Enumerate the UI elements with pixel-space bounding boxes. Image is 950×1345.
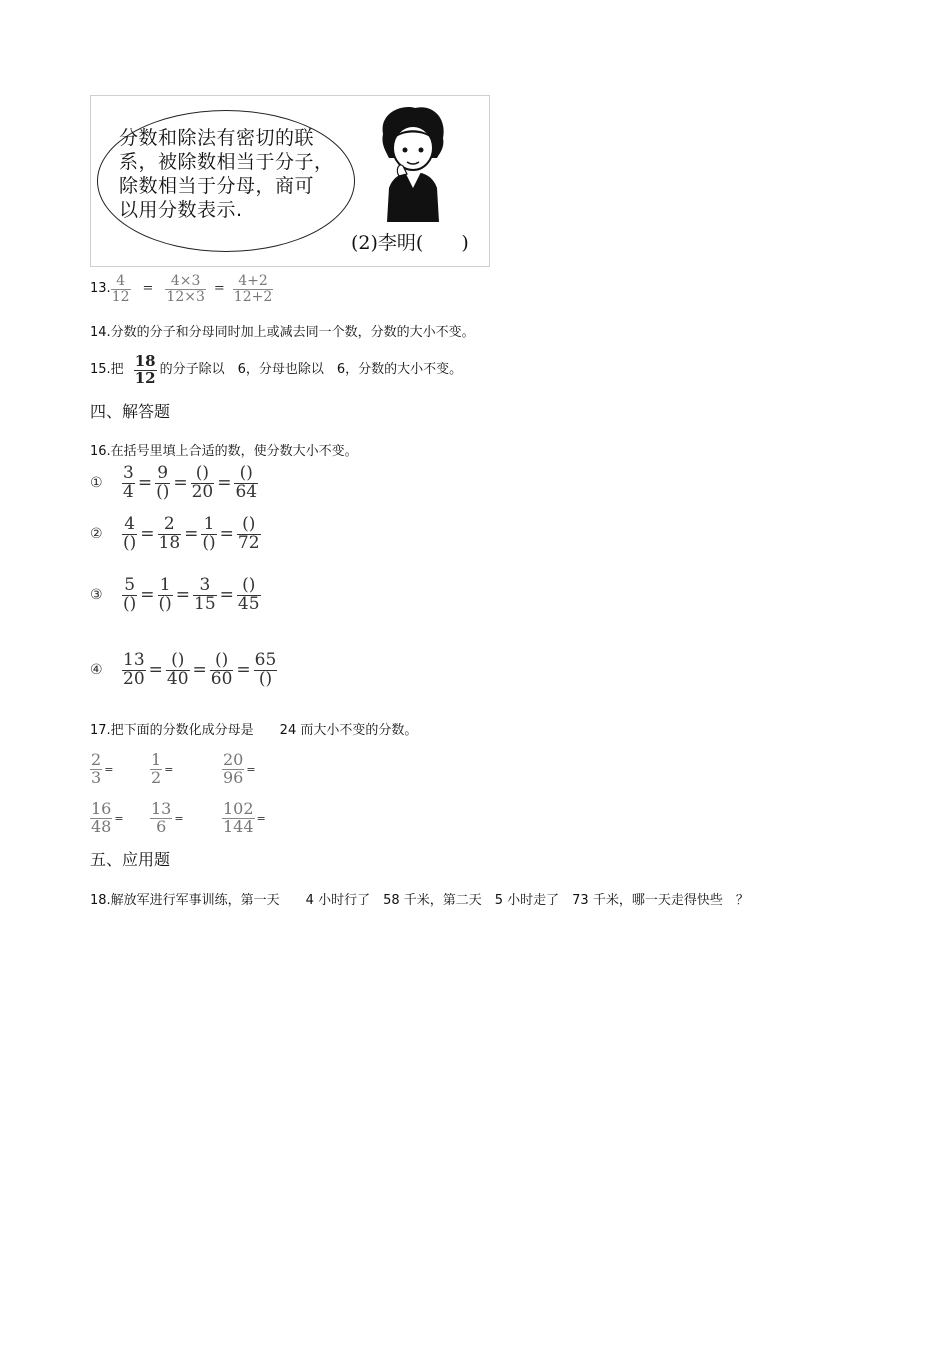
numerator: 16 bbox=[91, 799, 112, 818]
conversion-item bbox=[90, 801, 124, 836]
equals-sign: = bbox=[192, 660, 207, 681]
illustration-panel bbox=[90, 95, 490, 267]
fraction bbox=[90, 801, 112, 836]
question-16-text: 16.在括号里填上合适的数，使分数大小不变。 bbox=[90, 444, 358, 459]
denominator: () bbox=[156, 481, 170, 502]
question-number: 13. bbox=[90, 281, 111, 297]
numerator: () bbox=[195, 463, 210, 483]
fraction bbox=[150, 752, 162, 787]
numerator: () bbox=[242, 514, 256, 534]
equation-row bbox=[90, 652, 277, 689]
numerator: 2 bbox=[91, 750, 102, 769]
question-13 bbox=[90, 274, 273, 304]
fraction bbox=[165, 274, 205, 304]
numerator: 4×3 bbox=[170, 273, 201, 289]
denominator: 72 bbox=[237, 532, 260, 553]
equals-sign: = bbox=[256, 811, 266, 825]
fraction bbox=[90, 752, 102, 787]
fraction bbox=[122, 652, 146, 689]
fraction bbox=[150, 801, 172, 836]
item-marker: ① bbox=[90, 475, 103, 492]
numerator: () bbox=[239, 463, 253, 483]
equals-sign: = bbox=[219, 585, 234, 606]
equals-sign: = bbox=[184, 524, 199, 545]
fraction bbox=[191, 465, 215, 502]
denominator: 2 bbox=[151, 767, 162, 787]
bubble-line: 系，被除数相当于分子， bbox=[119, 151, 334, 173]
denominator: 60 bbox=[210, 668, 233, 689]
section-heading: 四、解答题 bbox=[90, 402, 171, 421]
fraction bbox=[237, 577, 261, 614]
item-marker: ④ bbox=[90, 662, 103, 679]
fraction bbox=[155, 465, 170, 502]
conversion-item bbox=[150, 801, 184, 836]
equation-row bbox=[90, 465, 258, 502]
question-prefix: 15.把 bbox=[90, 362, 124, 378]
numerator: 4 bbox=[116, 273, 126, 289]
denominator: 20 bbox=[123, 668, 145, 689]
numerator: 2 bbox=[163, 514, 175, 534]
numerator: 3 bbox=[123, 463, 134, 483]
fraction bbox=[122, 516, 137, 553]
question-14: 14.分数的分子和分母同时加上或减去同一个数，分数的大小不变。 bbox=[90, 325, 475, 340]
equals-sign: = bbox=[104, 762, 114, 776]
conversion-item bbox=[90, 752, 113, 787]
numerator: 1 bbox=[203, 514, 215, 534]
numerator: () bbox=[214, 650, 229, 670]
fraction bbox=[134, 354, 157, 387]
denominator: 45 bbox=[237, 593, 260, 614]
denominator: 20 bbox=[191, 481, 214, 502]
numerator: 18 bbox=[134, 352, 156, 370]
numerator: 102 bbox=[223, 799, 254, 818]
fraction bbox=[193, 577, 217, 614]
numerator: () bbox=[171, 650, 185, 670]
denominator: 96 bbox=[223, 767, 244, 787]
equals-sign: = bbox=[174, 811, 184, 825]
fraction bbox=[158, 516, 182, 553]
speech-bubble-text bbox=[119, 126, 349, 222]
equals-sign: = bbox=[164, 762, 174, 776]
numerator: 13 bbox=[151, 799, 172, 818]
conversion-item bbox=[222, 752, 256, 787]
fraction bbox=[111, 274, 131, 304]
fraction bbox=[158, 577, 173, 614]
equals-sign: = bbox=[236, 660, 251, 681]
question-15 bbox=[90, 354, 462, 387]
denominator: 144 bbox=[223, 816, 254, 836]
question-17-text: 17.把下面的分数化成分母是 24 而大小不变的分数。 bbox=[90, 723, 418, 738]
bubble-line: 以用分数表示. bbox=[119, 199, 243, 221]
fraction bbox=[233, 274, 273, 304]
fraction bbox=[201, 516, 216, 553]
fraction bbox=[234, 465, 258, 502]
question-18: 18.解放军进行军事训练，第一天 4 小时行了 58 千米，第二天 5 小时走了 73 千米，哪一天走得快些 ？ bbox=[90, 893, 749, 908]
denominator: () bbox=[123, 593, 137, 614]
denominator: () bbox=[258, 668, 273, 689]
denominator: 40 bbox=[166, 668, 189, 689]
numerator: 9 bbox=[157, 463, 169, 483]
bubble-line: 除数相当于分母，商可 bbox=[119, 175, 315, 197]
equals-sign: = bbox=[137, 473, 153, 494]
equals-sign: = bbox=[142, 281, 154, 297]
equals-sign: = bbox=[213, 281, 225, 297]
equals-sign: = bbox=[219, 524, 234, 545]
numerator: 4 bbox=[124, 514, 136, 534]
fraction bbox=[254, 652, 278, 689]
bubble-line: 分数和除法有密切的联 bbox=[119, 127, 315, 149]
section-heading: 五、应用题 bbox=[90, 850, 171, 869]
numerator: 13 bbox=[123, 650, 145, 670]
numerator: 3 bbox=[199, 575, 211, 595]
fraction bbox=[122, 465, 135, 502]
fraction bbox=[237, 516, 261, 553]
denominator: 48 bbox=[91, 816, 112, 836]
fraction bbox=[122, 577, 137, 614]
illustration-caption: (2)李明( ) bbox=[351, 232, 469, 254]
denominator: 12 bbox=[111, 288, 130, 305]
denominator: () bbox=[202, 532, 216, 553]
fraction bbox=[210, 652, 234, 689]
numerator: 65 bbox=[254, 650, 277, 670]
denominator: 3 bbox=[91, 767, 102, 787]
conversion-item bbox=[222, 801, 266, 836]
denominator: 12 bbox=[134, 368, 156, 387]
item-marker: ③ bbox=[90, 587, 103, 604]
equals-sign: = bbox=[246, 762, 256, 776]
fraction bbox=[222, 801, 255, 836]
question-suffix: 的分子除以 6，分母也除以 6，分数的大小不变。 bbox=[159, 362, 463, 378]
denominator: 64 bbox=[235, 481, 258, 502]
denominator: 18 bbox=[158, 532, 181, 553]
fraction bbox=[166, 652, 190, 689]
fraction bbox=[222, 752, 244, 787]
equation-row bbox=[90, 516, 261, 553]
equals-sign: = bbox=[173, 473, 188, 494]
numerator: () bbox=[242, 575, 256, 595]
equals-sign: = bbox=[148, 660, 163, 681]
numerator: 1 bbox=[159, 575, 171, 595]
conversion-item bbox=[150, 752, 173, 787]
denominator: 12×3 bbox=[166, 288, 205, 305]
numerator: 20 bbox=[223, 750, 244, 769]
numerator: 5 bbox=[124, 575, 136, 595]
equation-row bbox=[90, 577, 261, 614]
equals-sign: = bbox=[140, 585, 155, 606]
equals-sign: = bbox=[140, 524, 155, 545]
numerator: 1 bbox=[151, 750, 162, 769]
numerator: 4+2 bbox=[238, 273, 268, 289]
denominator: 15 bbox=[194, 593, 216, 614]
boy-figure-icon bbox=[373, 104, 453, 224]
equals-sign: = bbox=[217, 473, 232, 494]
denominator: () bbox=[123, 532, 137, 553]
equals-sign: = bbox=[114, 811, 124, 825]
equals-sign: = bbox=[175, 585, 191, 606]
item-marker: ② bbox=[90, 526, 103, 543]
denominator: 4 bbox=[123, 481, 134, 502]
denominator: () bbox=[158, 593, 172, 614]
denominator: 12+2 bbox=[233, 288, 273, 305]
denominator: 6 bbox=[156, 816, 167, 836]
